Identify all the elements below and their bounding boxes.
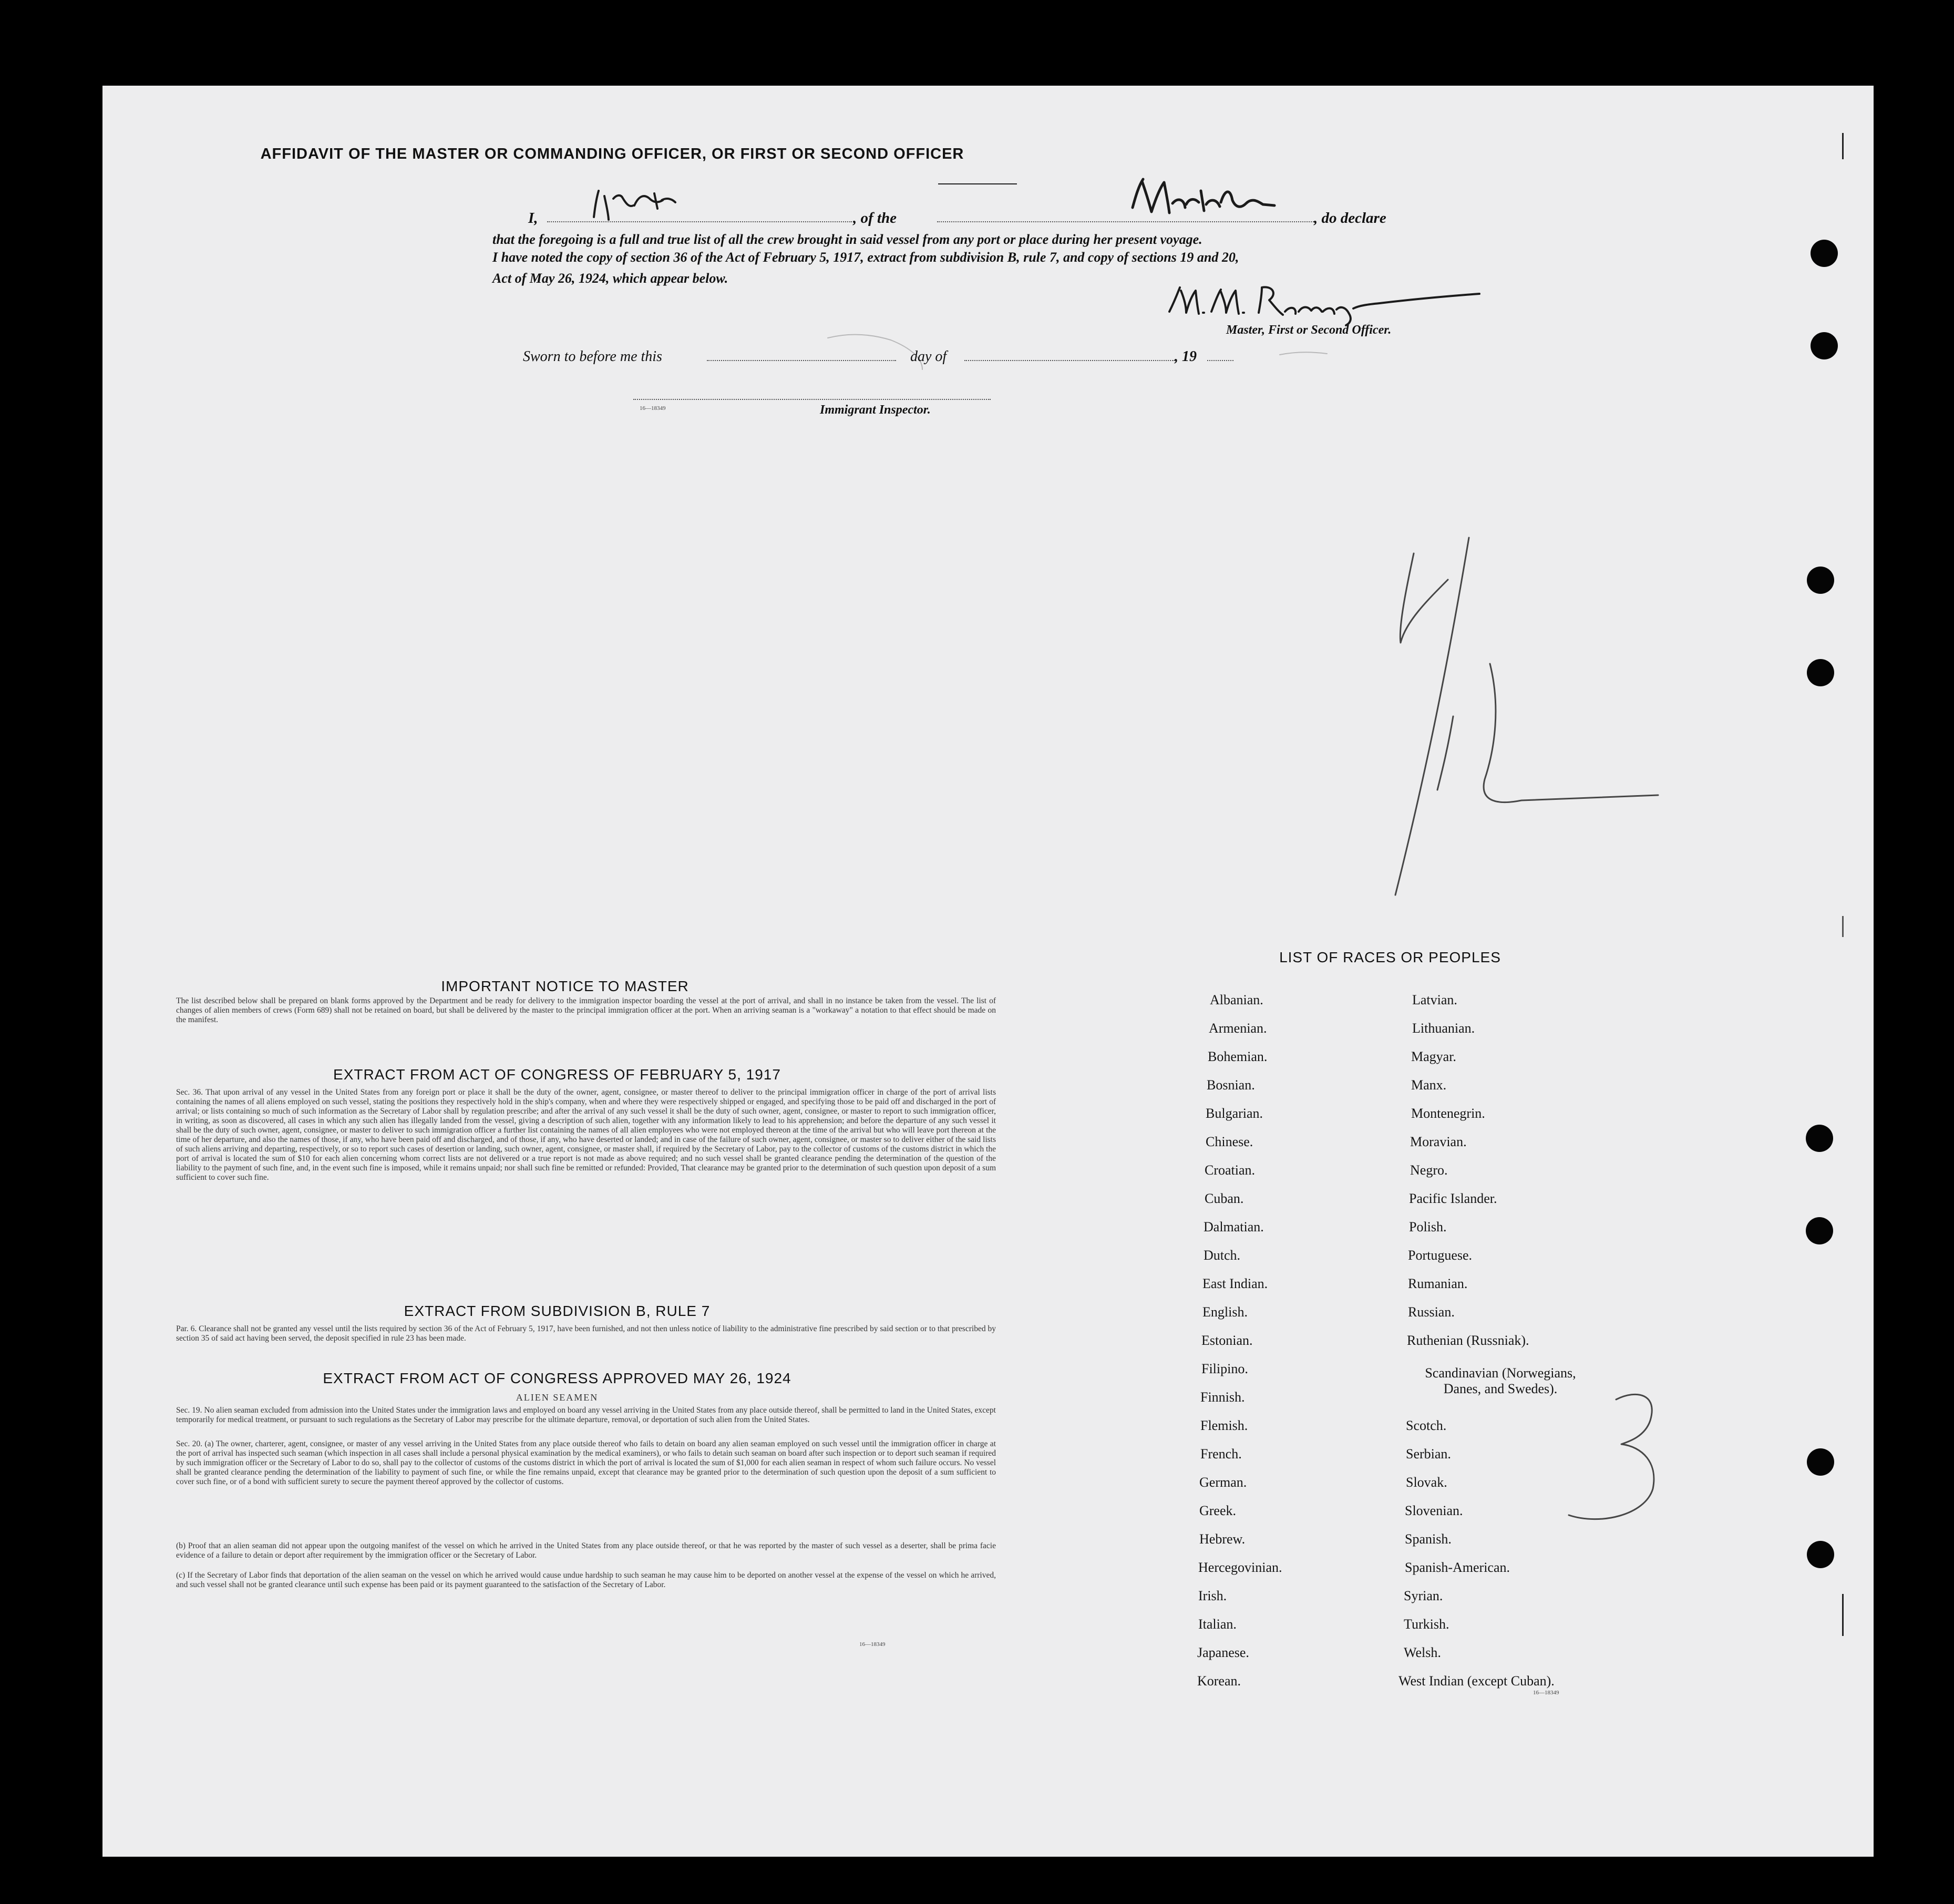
- race-item: French.: [1200, 1446, 1242, 1462]
- race-item: Bosnian.: [1207, 1077, 1255, 1093]
- race-item: Armenian.: [1209, 1021, 1267, 1036]
- race-item: Cuban.: [1205, 1191, 1244, 1206]
- race-item: Polish.: [1409, 1219, 1447, 1234]
- race-item: Scotch.: [1406, 1418, 1447, 1433]
- sec-19-body: Sec. 19. No alien seaman excluded from admission into the United States under the immigration laws and employed on board any vessel arriving in the United States from any place outside thereof, shall be permitted to land in the United States, except temporarily for medical treatment, or pursuant to such regulations as the Secretary of Labor may prescribe for the ultimate departure, removal, or deportation of such alien from the United States.: [176, 1406, 996, 1424]
- rule-7-title: EXTRACT FROM SUBDIVISION B, RULE 7: [404, 1303, 711, 1319]
- race-item: Negro.: [1410, 1162, 1448, 1178]
- race-item: Korean.: [1197, 1673, 1241, 1689]
- edge-mark: [1842, 916, 1844, 937]
- sec-20a-body: Sec. 20. (a) The owner, charterer, agent, consignee, or master of any vessel arriving in the United States from any place outside thereof who fails to detain on board any alien seaman employed on such vessel until the immigration officer in charge at the port of arrival has inspected such seaman (which inspection in all cases shall include a personal physical examination by the medical examiners), or who fails to detain such seaman on board after such inspection or to deport such seaman if required by such immigration officer or the Secretary of Labor to do so, shall pay to the collector of customs of the customs district in which the port of arrival is located the sum of $1,000 for each alien seaman in respect of whom such failure occurs. No vessel shall be granted clearance pending the determination of the liability to payment of such fine, or while the fine remains unpaid, except that clearance may be granted prior to the determination of such question upon the deposit of a sum sufficient to cover such fine, or of a bond with sufficient surety to secure the payment thereof approved by the collector of customs.: [176, 1439, 996, 1486]
- race-item: Welsh.: [1404, 1645, 1441, 1660]
- race-item: Lithuanian.: [1412, 1021, 1475, 1036]
- form-number-left: 16—18349: [859, 1641, 886, 1648]
- form-number-right: 16—18349: [1533, 1690, 1559, 1696]
- handwriting-layer: [102, 86, 1874, 1857]
- race-item: Croatian.: [1205, 1162, 1256, 1178]
- affidavit-title: AFFIDAVIT OF THE MASTER OR COMMANDING OFFICER, OR FIRST OR SECOND OFFICER: [260, 146, 964, 162]
- declare-label: , do declare: [1314, 210, 1386, 227]
- affidavit-line-4: Act of May 26, 1924, which appear below.: [492, 271, 728, 286]
- handwritten-number-3: [1569, 1394, 1654, 1519]
- edge-mark: [1842, 133, 1844, 159]
- punch-hole: [1807, 1448, 1834, 1476]
- day-of-label: day of: [910, 348, 947, 365]
- of-the-label: , of the: [853, 210, 897, 227]
- handwritten-vessel: [1133, 179, 1274, 213]
- race-item: Bohemian.: [1208, 1049, 1268, 1064]
- race-item: Portuguese.: [1408, 1248, 1473, 1263]
- race-item: Hercegovinian.: [1198, 1560, 1282, 1575]
- race-item: Filipino.: [1201, 1361, 1248, 1376]
- race-item: Estonian.: [1201, 1333, 1253, 1348]
- race-item: Greek.: [1199, 1503, 1237, 1518]
- race-item: Montenegrin.: [1411, 1106, 1485, 1121]
- extract-1917-body: Sec. 36. That upon arrival of any vessel in the United States from any foreign port or place it shall be the duty of the owner, agent, consignee, or master thereof to deliver to the principal immigration officer in charge of the port of arrival lists containing the names of all aliens employed on such vessel, stating the positions they respectively hold in the ship's company, when and where they were respectively shipped or engaged, and specifying those to be paid off and discharged in the port of arrival; or lists containing so much of such information as the Secretary of Labor shall by regulation prescribe; and after the arrival of any such vessel it shall be the duty of such owner, agent, consignee, or master to report to such immigration officer, in writing, as soon as discovered, all cases in which any such alien has illegally landed from the vessel, giving a description of such alien, together with any information likely to lead to his apprehension; and before the departure of any such vessel it shall be the duty of such owner, agent, consignee, or master to deliver to such immigration officer a further list containing the names of all alien employees who were not employed thereon at the time of the arrival but who will leave port thereon at the time of her departure, and also the names of those, if any, who have been paid off and discharged, and of those, if any, who have deserted or landed; and in case of the failure of such owner, agent, consignee, or master so to deliver either of the said lists of such aliens arriving and departing, respectively, or so to report such cases of desertion or landing, such owner, agent, consignee, or master shall, if required by the Secretary of Labor, pay to the collector of customs of the customs district in which the port of arrival is located the sum of $10 for each alien concerning whom correct lists are not delivered or a true report is not made as above required; and no such vessel shall be granted clearance pending the determination of the question of the liability to the payment of such fine, and, in the event such fine is imposed, while it remains unpaid; nor shall such fine be remitted or refunded: Provided, That clearance may be granted prior to the determination of such question upon deposit of a sum sufficient to cover such fine.: [176, 1088, 996, 1182]
- race-item: Moravian.: [1410, 1134, 1467, 1149]
- race-item: Rumanian.: [1408, 1276, 1468, 1291]
- handwritten-mark-large: [1395, 538, 1658, 895]
- race-item: Dutch.: [1204, 1248, 1241, 1263]
- notice-title: IMPORTANT NOTICE TO MASTER: [441, 978, 689, 994]
- punch-hole: [1807, 659, 1834, 686]
- race-item: Magyar.: [1411, 1049, 1456, 1064]
- affidavit-line-2: that the foregoing is a full and true list of all the crew brought in said vessel from any port or place during her present voyage.: [492, 232, 1202, 247]
- race-item: Serbian.: [1406, 1446, 1451, 1462]
- race-item: Ruthenian (Russniak).: [1407, 1333, 1529, 1348]
- race-item: Latvian.: [1412, 992, 1457, 1007]
- punch-hole: [1811, 240, 1838, 267]
- race-item: Finnish.: [1200, 1390, 1245, 1405]
- sec-20b-body: (b) Proof that an alien seaman did not appear upon the outgoing manifest of the vessel on which he arrived in the United States from any place outside thereof, or that he was reported by the master of such vessel as a deserter, shall be prima facie evidence of a failure to detain or deport after requirement by the immigration officer or the Secretary of Labor.: [176, 1541, 996, 1560]
- race-item: Manx.: [1411, 1077, 1447, 1093]
- race-item: English.: [1202, 1304, 1248, 1320]
- inspector-caption: Immigrant Inspector.: [820, 403, 931, 417]
- race-item: Slovenian.: [1405, 1503, 1463, 1518]
- race-item: Turkish.: [1404, 1617, 1449, 1632]
- punch-hole: [1811, 332, 1838, 359]
- i-label: I,: [528, 210, 538, 227]
- race-item: Chinese.: [1206, 1134, 1253, 1149]
- punch-hole: [1807, 1541, 1834, 1568]
- affidavit-line-3: I have noted the copy of section 36 of the Act of February 5, 1917, extract from subdivision B, rule 7, and copy of sections 19 and 20,: [492, 250, 1239, 265]
- race-item: Spanish.: [1405, 1531, 1452, 1547]
- sworn-label: Sworn to before me this: [523, 348, 662, 365]
- faint-ink-marks: [828, 335, 1327, 369]
- race-item: Hebrew.: [1199, 1531, 1246, 1547]
- race-item: Syrian.: [1404, 1588, 1443, 1603]
- race-item: East Indian.: [1202, 1276, 1268, 1291]
- handwritten-signature: [1169, 287, 1479, 325]
- punch-hole: [1806, 1217, 1833, 1244]
- manifest-page: [102, 86, 1874, 1857]
- punch-hole: [1806, 1125, 1833, 1152]
- race-item: Bulgarian.: [1206, 1106, 1263, 1121]
- rule-7-body: Par. 6. Clearance shall not be granted any vessel until the lists required by section 36 of the Act of February 5, 1917, have been furnished, and not then unless notice of liability to the administrative fine prescribed by said section or to that prescribed by section 35 of said act having been served, the deposit specified in rule 23 has been made.: [176, 1324, 996, 1343]
- alien-seamen-subtitle: ALIEN SEAMEN: [516, 1392, 599, 1403]
- races-title: LIST OF RACES OR PEOPLES: [1279, 949, 1501, 965]
- year-label: , 19: [1175, 348, 1197, 365]
- extract-1917-title: EXTRACT FROM ACT OF CONGRESS OF FEBRUARY 5, 1917: [333, 1066, 781, 1083]
- sec-20c-body: (c) If the Secretary of Labor finds that deportation of the alien seaman on the vessel on which he arrived would cause undue hardship to such seaman he may cause him to be deported on another vessel at the expense of the vessel on which he arrived, and such vessel shall not be granted clearance until such expense has been paid or its payment guaranteed to the satisfaction of the Secretary of Labor.: [176, 1571, 996, 1589]
- race-item: Spanish-American.: [1405, 1560, 1510, 1575]
- race-item: Dalmatian.: [1204, 1219, 1264, 1234]
- race-item: Japanese.: [1197, 1645, 1249, 1660]
- race-item: Slovak.: [1406, 1475, 1447, 1490]
- edge-mark: [1842, 1594, 1844, 1636]
- race-item: Italian.: [1198, 1617, 1237, 1632]
- race-item: Irish.: [1198, 1588, 1227, 1603]
- race-item: Scandinavian (Norwegians, Danes, and Swedes).: [1425, 1365, 1576, 1396]
- handwritten-name: [594, 191, 675, 220]
- race-item: West Indian (except Cuban).: [1398, 1673, 1555, 1689]
- race-item: Flemish.: [1200, 1418, 1248, 1433]
- extract-1924-title: EXTRACT FROM ACT OF CONGRESS APPROVED MAY 26, 1924: [323, 1370, 791, 1386]
- signature-caption: Master, First or Second Officer.: [1226, 323, 1392, 337]
- notice-body: The list described below shall be prepared on blank forms approved by the Department and be ready for delivery to the immigration inspector boarding the vessel at the port of arrival, and shall in no instance be taken from the vessel. The list of changes of alien members of crews (Form 689) shall not be retained on board, but shall be delivered by the master to the principal immigration officer at the port. When an arriving seaman is a "workaway" a notation to that effect should be made on the manifest.: [176, 996, 996, 1024]
- race-item: German.: [1199, 1475, 1247, 1490]
- form-number-top: 16—18349: [640, 405, 666, 411]
- punch-hole: [1807, 567, 1834, 594]
- race-item: Russian.: [1408, 1304, 1455, 1320]
- race-item: Pacific Islander.: [1409, 1191, 1497, 1206]
- race-item: Albanian.: [1210, 992, 1263, 1007]
